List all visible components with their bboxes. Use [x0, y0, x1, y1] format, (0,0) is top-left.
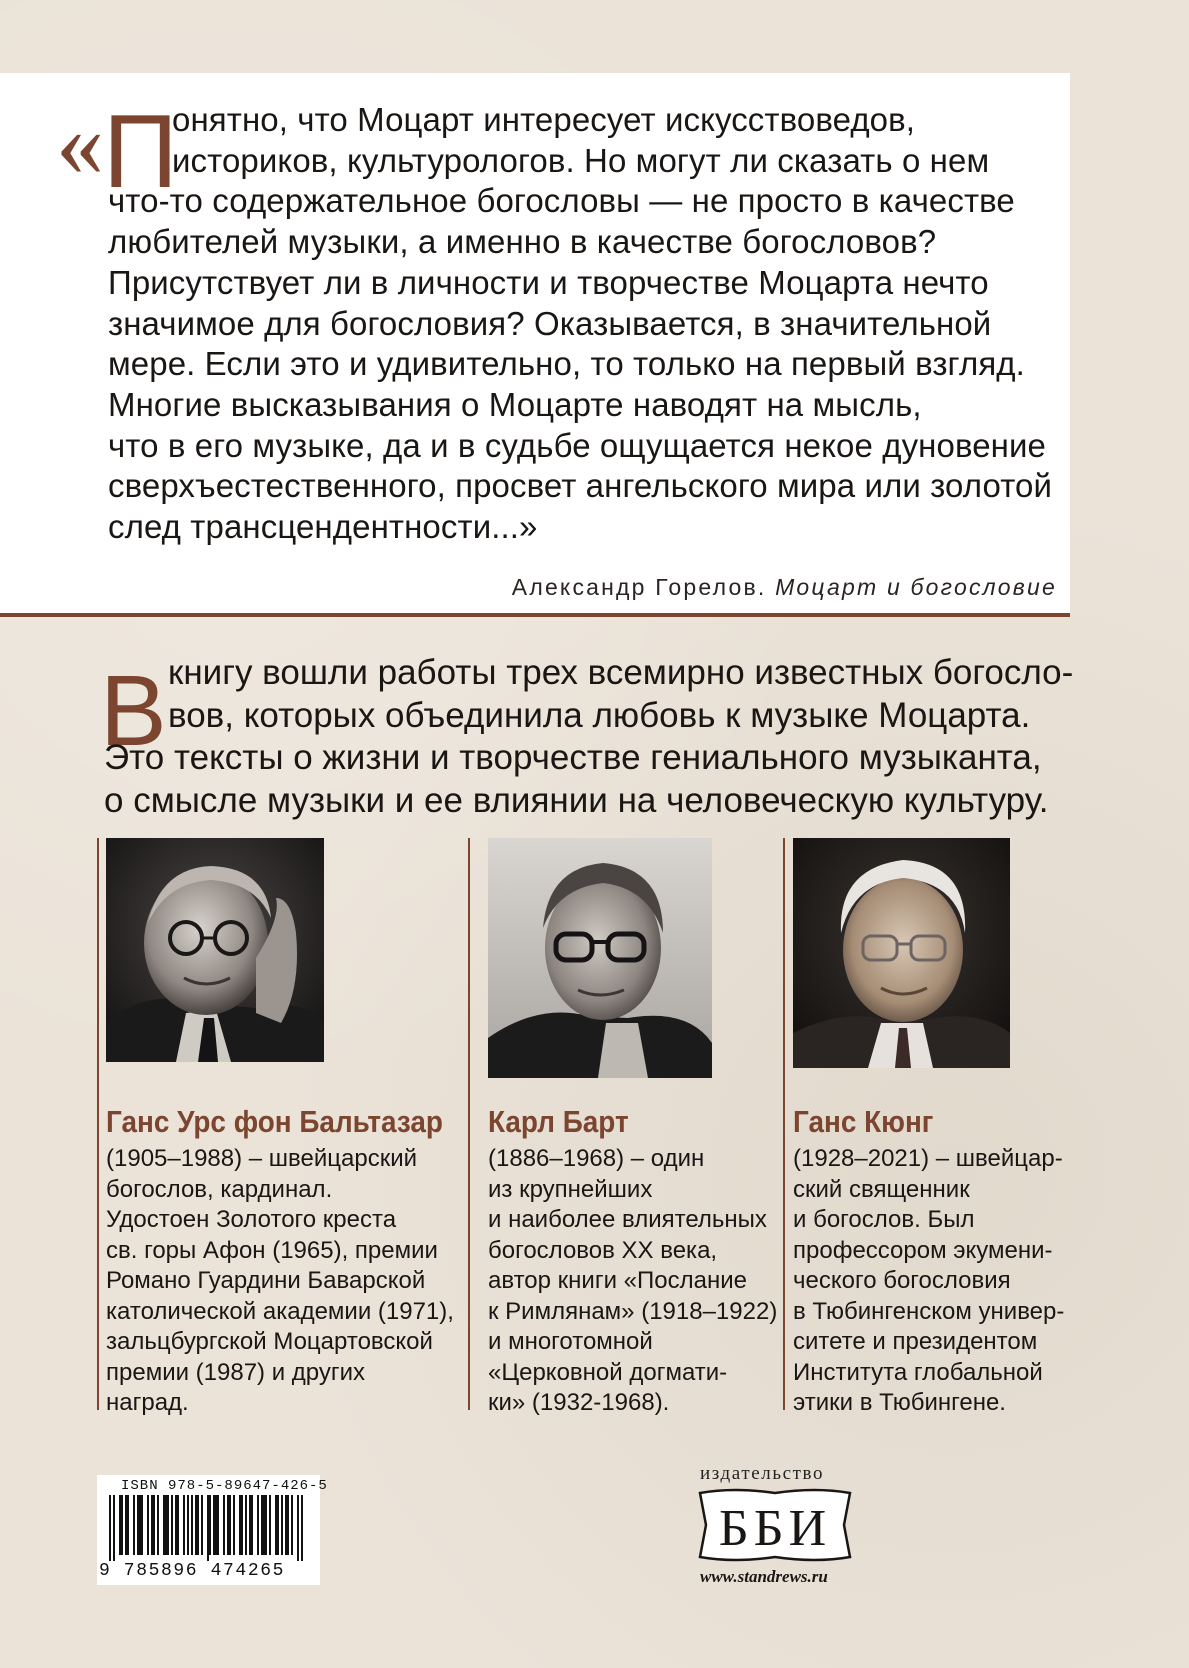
author-name: Ганс Кюнг	[793, 1104, 934, 1139]
bio-line: и многотомной	[488, 1328, 653, 1355]
bio-line: и богослов. Был	[793, 1206, 975, 1233]
barcode-bar	[201, 1495, 203, 1555]
bio-line: премии (1987) и других	[106, 1358, 366, 1386]
bio-line: профессором экумени-	[793, 1236, 1053, 1264]
barcode-bar	[301, 1495, 303, 1561]
barcode-bar	[287, 1495, 289, 1555]
publisher-url: www.standrews.ru	[700, 1567, 828, 1586]
barcode-bar	[165, 1495, 167, 1555]
intro-line: о смысле музыки и ее влиянии на человеческую культуру.	[104, 780, 1049, 820]
column-divider	[783, 838, 785, 1410]
barcode-bar	[213, 1495, 215, 1555]
bio-line: богослов, кардинал.	[106, 1175, 333, 1203]
barcode-digits: 9 785896 474265	[99, 1561, 286, 1581]
portrait-kung	[793, 838, 1010, 1068]
bio-line: ский священник	[793, 1175, 970, 1203]
quote-line: историков, культурологов. Но могут ли сказать о нем	[172, 141, 990, 179]
author-bio	[793, 1144, 1064, 1419]
publisher-logo-text: ББИ	[718, 1500, 832, 1557]
barcode-bar	[163, 1495, 165, 1555]
barcode-bar	[217, 1495, 219, 1555]
author-bio	[106, 1144, 454, 1419]
barcode-bar	[137, 1495, 139, 1555]
barcode-bar	[229, 1495, 231, 1555]
barcode-bar	[281, 1495, 283, 1555]
barcode-bar	[141, 1495, 143, 1555]
barcode-bar	[133, 1495, 135, 1555]
barcode-bar	[139, 1495, 141, 1555]
bio-line: (1886–1968) – один	[488, 1145, 705, 1172]
barcode-bar	[187, 1495, 189, 1555]
publisher-logo	[694, 1485, 856, 1565]
barcode-bar	[215, 1495, 217, 1555]
opening-quote-mark: «	[56, 89, 104, 196]
attribution-author: Александр Горелов.	[511, 574, 767, 600]
intro-line: вов, которых объединила любовь к музыке Моцарта.	[168, 695, 1031, 735]
barcode-bar	[157, 1495, 159, 1555]
quote-line: след трансцендентности...»	[108, 508, 538, 546]
quote-line: сверхъестественного, просвет ангельского мира или золотой	[108, 467, 1053, 505]
barcode-bar	[113, 1495, 115, 1561]
quote-line: что в его музыке, да и в судьбе ощущается некое дуновение	[108, 426, 1046, 464]
barcode-bar	[285, 1495, 287, 1555]
quote-line: любителей музыки, а именно в качестве богословов?	[108, 223, 937, 261]
bio-line: зальцбургской Моцартовской	[106, 1328, 433, 1355]
barcode-bar	[291, 1495, 293, 1555]
intro-text	[104, 652, 1094, 822]
barcode-bar	[125, 1495, 127, 1555]
barcode	[97, 1475, 328, 1585]
barcode-bar	[207, 1495, 209, 1561]
barcode-bar	[261, 1495, 263, 1555]
attribution-title: Моцарт и богословие	[775, 574, 1057, 600]
quote-drop-cap: П	[103, 94, 178, 210]
quote-line: мере. Если это и удивительно, то только на первый взгляд.	[108, 345, 1025, 383]
intro-line: Это тексты о жизни и творчестве гениального музыканта,	[104, 738, 1042, 777]
bio-line: ческого богословия	[793, 1267, 1011, 1294]
author-name: Карл Барт	[488, 1104, 629, 1139]
barcode-bar	[269, 1495, 271, 1555]
bio-line: св. горы Афон (1965), премии	[106, 1236, 438, 1264]
quote-line: значимое для богословия? Оказывается, в значительной	[108, 304, 992, 342]
barcode-bar	[241, 1495, 243, 1555]
bio-line: Романо Гуардини Баварской	[106, 1267, 426, 1294]
barcode-bar	[147, 1495, 149, 1555]
quote-text	[108, 100, 1058, 548]
barcode-bar	[191, 1495, 193, 1555]
barcode-bar	[197, 1495, 199, 1555]
quote-attribution	[512, 574, 1057, 601]
barcode-bar	[119, 1495, 121, 1555]
barcode-bar	[195, 1495, 197, 1555]
bio-line: этики в Тюбингене.	[793, 1389, 1006, 1416]
quote-line: что-то содержательное богословы — не просто в качестве	[108, 182, 1015, 220]
bio-line: «Церковной догмати-	[488, 1358, 728, 1386]
barcode-bar	[177, 1495, 179, 1555]
barcode-bar	[223, 1495, 225, 1555]
barcode-bar	[251, 1495, 253, 1555]
quote-line: онятно, что Моцарт интересует искусствоведов,	[172, 101, 916, 138]
author-bio	[488, 1144, 777, 1419]
author-name: Ганс Урс фон Бальтазар	[106, 1104, 443, 1139]
barcode-bar	[153, 1495, 155, 1555]
bio-line: наград.	[106, 1389, 189, 1416]
barcode-bar	[297, 1495, 299, 1561]
barcode-bar	[127, 1495, 129, 1555]
intro-line: книгу вошли работы трех всемирно известных богосло-	[168, 653, 1074, 692]
barcode-bar	[151, 1495, 153, 1555]
bio-line: католической академии (1971),	[106, 1297, 454, 1325]
bio-line: богословов XX века,	[488, 1236, 718, 1264]
barcode-bar	[175, 1495, 177, 1555]
isbn-label: ISBN 978-5-89647-426-5	[121, 1478, 328, 1494]
bio-line: Института глобальной	[793, 1358, 1043, 1386]
barcode-bars	[107, 1495, 312, 1561]
barcode-bar	[245, 1495, 247, 1555]
bio-line: (1928–2021) – швейцар-	[793, 1145, 1063, 1172]
bio-line: автор книги «Послание	[488, 1267, 747, 1294]
barcode-bar	[265, 1495, 267, 1555]
barcode-bar	[249, 1495, 251, 1555]
bio-line: Удостоен Золотого креста	[106, 1206, 397, 1233]
barcode-bar	[233, 1495, 235, 1555]
quote-line: Присутствует ли в личности и творчестве Моцарта нечто	[108, 263, 989, 301]
bio-line: ки» (1932-1968).	[488, 1389, 670, 1416]
quote-divider	[0, 613, 1070, 617]
portrait-balthasar	[106, 838, 324, 1062]
portrait-image	[106, 838, 324, 1062]
bio-line: к Римлянам» (1918–1922)	[488, 1297, 778, 1325]
barcode-bar	[121, 1495, 123, 1555]
bio-line: (1905–1988) – швейцарский	[106, 1145, 418, 1172]
bio-line: из крупнейших	[488, 1175, 653, 1203]
barcode-bar	[239, 1495, 241, 1555]
barcode-bar	[277, 1495, 279, 1555]
portrait-image	[488, 838, 712, 1078]
quote-line: Многие высказывания о Моцарте наводят на мысль,	[108, 385, 922, 423]
bio-line: и наиболее влиятельных	[488, 1206, 767, 1233]
bio-line: ситете и президентом	[793, 1328, 1038, 1355]
barcode-bar	[209, 1495, 211, 1555]
column-divider	[468, 838, 470, 1410]
barcode-bar	[109, 1495, 111, 1561]
portrait-barth	[488, 838, 712, 1078]
barcode-bar	[227, 1495, 229, 1555]
barcode-bar	[263, 1495, 265, 1555]
barcode-bar	[167, 1495, 169, 1555]
barcode-bar	[171, 1495, 173, 1555]
column-divider	[97, 838, 99, 1410]
publisher-label: издательство	[700, 1463, 825, 1484]
barcode-bar	[183, 1495, 185, 1555]
barcode-bar	[275, 1495, 277, 1555]
portrait-image	[793, 838, 1010, 1068]
barcode-bar	[257, 1495, 259, 1555]
bio-line: в Тюбингенском универ-	[793, 1297, 1065, 1325]
intro-drop-cap: В	[100, 655, 167, 767]
